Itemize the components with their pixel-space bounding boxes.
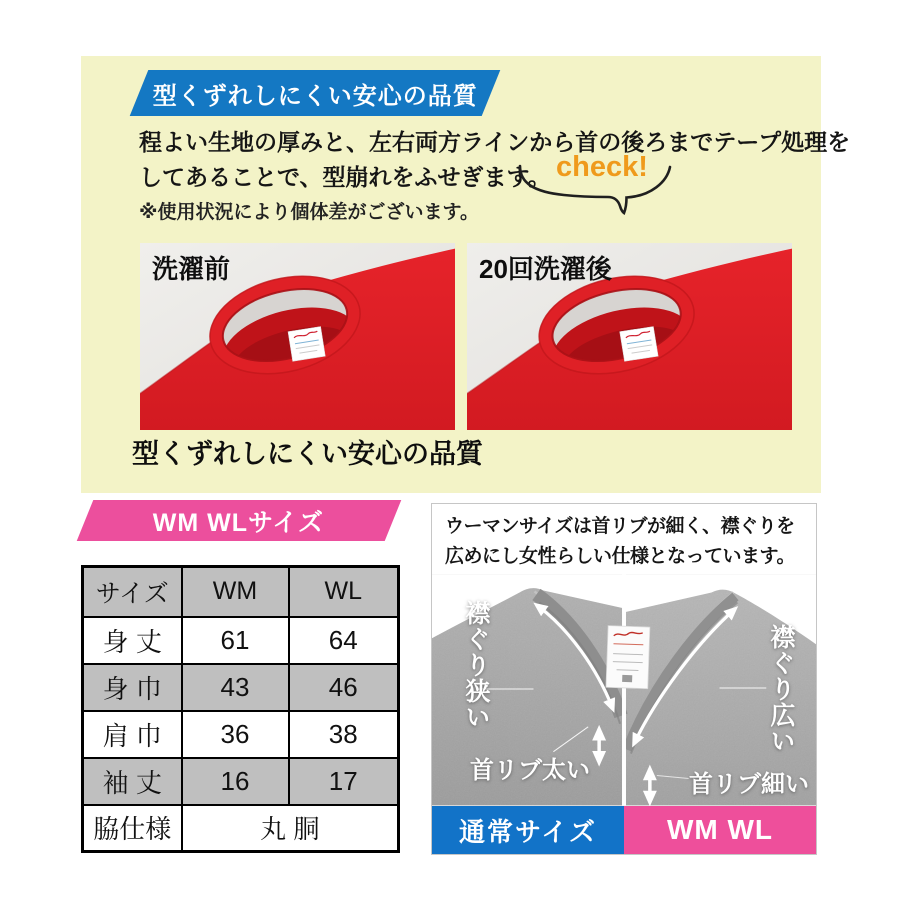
- split-line: [622, 575, 626, 806]
- quality-note: ※使用状況により個体差がございます。: [139, 202, 479, 223]
- table-row-shoulder-width: [83, 711, 399, 758]
- rib-thick-label: 首リブ太い: [470, 757, 590, 784]
- woman-desc: [432, 504, 816, 572]
- neckline-wide-label: 襟ぐり広い: [767, 624, 795, 754]
- row-wm-value: 16: [182, 758, 289, 805]
- care-label: [620, 327, 658, 362]
- row-wm-value: 36: [182, 711, 289, 758]
- size-table: [81, 565, 400, 853]
- row-label: 身 巾: [83, 664, 182, 711]
- row-wl-value: 38: [289, 711, 399, 758]
- row-wl-value: 17: [289, 758, 399, 805]
- care-label: [288, 327, 325, 362]
- row-label: 袖 丈: [83, 758, 182, 805]
- size-banner: [77, 500, 402, 541]
- row-label: 身 丈: [83, 617, 182, 664]
- row-wm-value: 61: [182, 617, 289, 664]
- row-wl-value: 46: [289, 664, 399, 711]
- table-row-side-spec: [83, 805, 399, 852]
- photo-after-label: 20回洗濯後: [479, 254, 612, 284]
- quality-caption: 型くずれしにくい安心の品質: [132, 439, 483, 469]
- table-row-body-width: [83, 664, 399, 711]
- table-row-body-length: [83, 617, 399, 664]
- table-row-sleeve-length: [83, 758, 399, 805]
- photo-after-wash: [467, 243, 792, 430]
- quality-banner: [130, 70, 501, 116]
- comparison-bars: [432, 806, 816, 854]
- check-callout: [516, 151, 674, 213]
- neckline-narrow-label: 襟ぐり狭い: [462, 600, 490, 730]
- size-table-header-row: [83, 567, 399, 617]
- wm-wl-bar: WM WL: [624, 806, 816, 854]
- size-table-header-wm: WM: [182, 567, 289, 617]
- size-table-header-size: サイズ: [83, 567, 182, 617]
- row-label: 肩 巾: [83, 711, 182, 758]
- woman-desc-line2: 広めにし女性らしい仕様となっています。: [445, 546, 795, 567]
- row-wm-value: 43: [182, 664, 289, 711]
- row-label: 脇仕様: [83, 805, 182, 852]
- check-label: check!: [556, 151, 648, 183]
- quality-banner-label: 型くずれしにくい安心の品質: [152, 82, 478, 110]
- normal-size-bar: 通常サイズ: [432, 806, 624, 854]
- rib-thin-label: 首リブ細い: [689, 771, 809, 798]
- quality-body-line2: してあることで、型崩れをふせぎます。: [139, 164, 551, 190]
- woman-size-box: [431, 503, 817, 855]
- quality-body-line1: 程よい生地の厚みと、左右両方ラインから首の後ろまでテープ処理を: [139, 129, 851, 155]
- row-wl-value: 64: [289, 617, 399, 664]
- woman-desc-line1: ウーマンサイズは首リブが細く、襟ぐりを: [445, 516, 795, 537]
- brace-icon: [516, 163, 674, 215]
- neckline-comparison-image: [432, 574, 816, 854]
- photo-before-wash: [140, 243, 455, 430]
- photo-before-label: 洗濯前: [152, 254, 231, 284]
- size-banner-label: WM WLサイズ: [153, 508, 325, 537]
- row-spec-value: 丸 胴: [182, 805, 399, 852]
- care-label: [606, 626, 650, 689]
- quality-panel: [81, 56, 851, 493]
- size-table-header-wl: WL: [289, 567, 399, 617]
